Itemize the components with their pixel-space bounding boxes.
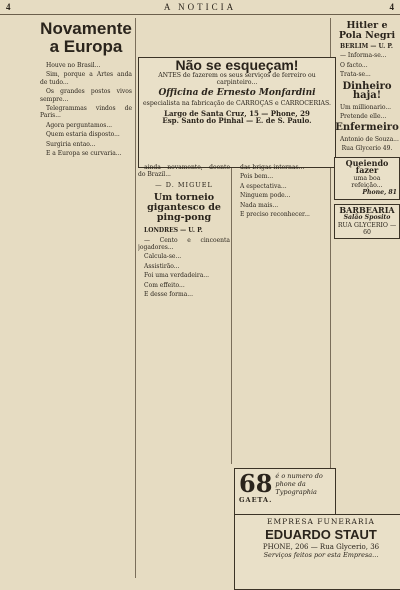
masthead: [0, 0, 400, 15]
ad-text: uma boa refeição...: [351, 174, 383, 189]
article-novamente-a-europa: [40, 18, 132, 584]
advertisement-funeraria: [234, 514, 400, 590]
advertisement-refeicao: [334, 157, 400, 200]
article-paragraph: E desse forma...: [144, 291, 193, 299]
article-byline: — D. MIGUEL: [155, 180, 213, 189]
column-rule: [231, 162, 232, 464]
article-paragraph: Calcula-se...: [144, 253, 182, 261]
advertisement-typographia-gaeta: [234, 468, 336, 518]
page-number-left: 4: [6, 2, 11, 12]
article-dateline: [334, 43, 400, 50]
article-dateline: [138, 227, 230, 234]
article-paragraph: Antonio de Souza...: [340, 135, 399, 143]
article-paragraph: E preciso reconhecer...: [240, 211, 310, 219]
article-paragraph: Trata-se...: [340, 71, 371, 79]
article-paragraph: Com effeito...: [144, 281, 185, 289]
article-paragraph: Houve no Brasil...: [46, 62, 101, 69]
article-paragraph: Os grandes postos vivos sempre...: [40, 88, 132, 103]
article-paragraph: — Informa-se...: [340, 52, 387, 60]
advertisement-monfardini: [138, 57, 336, 168]
article-paragraph: Nada mais...: [240, 201, 279, 209]
article-paragraph: — Cento e cincoenta jogadores...: [138, 236, 230, 252]
dateline: BERLIM — U. P.: [340, 43, 393, 50]
article-headline: Um torneio gigantesco de ping-pong: [147, 192, 221, 224]
ad-text: ANTES de fazerem os seus serviços de ferreiro ou carpinteiro...: [158, 72, 316, 87]
ad-brand: GAETA.: [239, 496, 273, 504]
article-ping-pong: [138, 164, 230, 584]
dateline: LONDRES — U. P.: [144, 227, 203, 235]
article-paragraph: Foi uma verdadeira...: [144, 272, 210, 280]
ad-address: Esp. Santo do Pinhal — E. de S. Paulo.: [162, 116, 312, 126]
column-rule: [135, 18, 136, 578]
article-headline: Dinheiro haja!: [342, 80, 392, 102]
ad-text: é o numero do phone da Typographia: [275, 472, 323, 496]
article-paragraph: Agora perguntamos...: [46, 121, 113, 129]
article-paragraph: ainda novamente, doente do Brazil...: [138, 164, 230, 179]
ad-firm-name: Officina de Ernesto Monfardini: [158, 87, 316, 98]
article-paragraph: E a Europa se curvaria...: [46, 150, 122, 158]
article-headline: Novamente a Europa: [40, 19, 132, 56]
article-paragraph: Pois bem...: [240, 173, 274, 181]
ad-address: PHONE, 206 — Rua Glycerio, 36: [262, 542, 380, 551]
ad-address: RUA GLYCERIO — 60: [337, 221, 397, 236]
article-address: Rua Glycerio 49.: [341, 145, 393, 153]
ad-heading: EMPRESA FUNERARIA: [267, 517, 375, 526]
ad-firm-name: EDUARDO STAUT: [265, 526, 377, 542]
article-paragraph: Um millionario...: [340, 103, 392, 111]
article-paragraph: A espectativa...: [240, 182, 287, 190]
article-paragraph: Quem estaria disposto...: [46, 131, 120, 139]
article-paragraph: Assistirão...: [144, 262, 180, 270]
ad-headline: Não se esqueçam!: [175, 57, 299, 73]
ad-phone: Phone, 81: [362, 189, 397, 197]
article-paragraph: Sim, porque a Artes anda de tudo...: [40, 71, 132, 86]
column-right: [334, 18, 400, 510]
page-number-right: 4: [389, 2, 394, 12]
ad-firm-name: Salão Sposito: [343, 214, 391, 222]
article-continuation: [234, 164, 328, 464]
ad-phone-number: 68: [239, 469, 273, 498]
article-paragraph: Surgiria entao...: [46, 140, 96, 148]
ad-text: Serviços feitos por esta Empresa...: [263, 551, 379, 559]
ad-address: Largo de Santa Cruz, 15 — Phone, 29: [164, 109, 310, 119]
article-paragraph: Ninguem pode...: [240, 192, 291, 200]
article-paragraph: O facto...: [340, 61, 368, 69]
article-headline: Enfermeiro: [335, 122, 399, 134]
ad-headline: Queiendo fazer: [345, 157, 389, 176]
ad-text: especialista na fabricação de CARROÇAS e CARROCERIAS.: [143, 99, 332, 107]
newspaper-title: A NOTICIA: [163, 2, 237, 12]
advertisement-barbearia: [334, 204, 400, 240]
article-paragraph: das brigas internas...: [240, 164, 305, 171]
article-headline: Hitler e Pola Negri: [338, 20, 396, 41]
article-paragraph: Telegrammas vindos de Paris...: [40, 105, 132, 120]
article-paragraph: Pretende elle...: [340, 113, 387, 121]
ad-headline: BARBEARIA: [339, 204, 395, 215]
